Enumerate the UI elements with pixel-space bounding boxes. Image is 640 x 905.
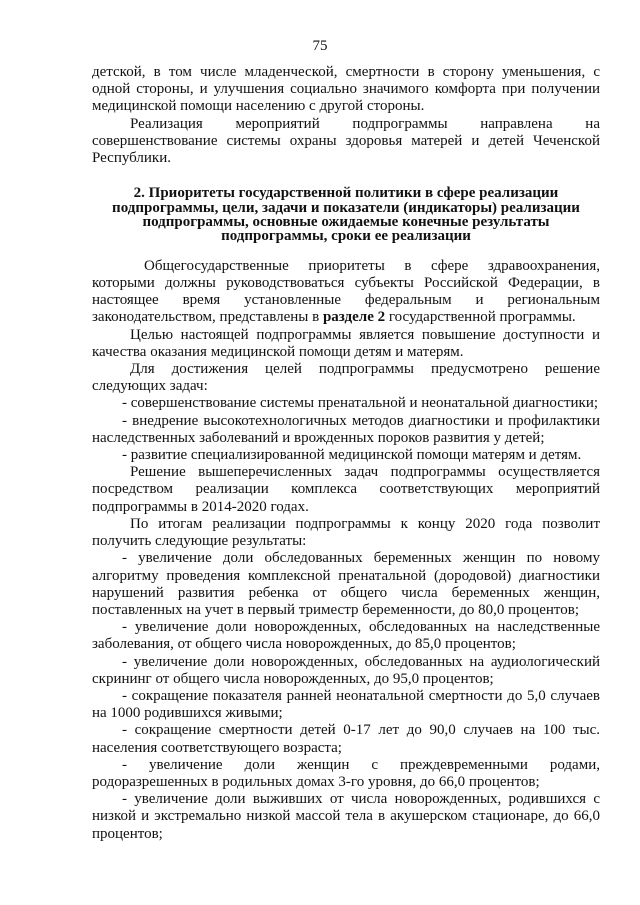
paragraph-priorities (92, 258, 600, 327)
result-item: - увеличение доли выживших от числа новорожденных, родившихся с низкой и экстремально низкой массой тела в акушерском стационаре, до 66,0 процентов; (92, 791, 600, 842)
page-number: 75 (312, 38, 328, 54)
paragraph-solution: Решение вышеперечисленных задач подпрограммы осуществляется посредством реализации комплекса соответствующих мероприятий подпрограммы в 2014-2020 годах. (92, 464, 600, 515)
result-item: - увеличение доли новорожденных, обследованных на аудиологический скрининг от общего числа новорожденных, до 95,0 процентов; (92, 653, 600, 687)
task-item: - развитие специализированной медицинской помощи матерям и детям. (122, 447, 582, 464)
result-item: - увеличение доли обследованных беременных женщин по новому алгоритму проведения комплексной пренатальной (дородовой) диагностики нарушений развития ребенка от общего числа беременных женщин, поставленных на учет в первый триместр беременности, до 80,0 процентов; (92, 550, 600, 618)
result-item: - сокращение показателя ранней неонатальной смертности до 5,0 случаев на 1000 родившихся живыми; (92, 687, 600, 722)
result-item: - увеличение доли женщин с преждевременными родами, родоразрешенных в родильных домах 3-го уровня, до 66,0 процентов; (92, 756, 600, 790)
result-item: - сокращение смертности детей 0-17 лет до 90,0 случаев на 100 тыс. населения соответствующего возраста; (92, 722, 600, 756)
result-item: - увеличение доли новорожденных, обследованных на наследственные заболевания, от общего числа новорожденных, до 85,0 процентов; (92, 619, 600, 653)
section-heading: 2. Приоритеты государственной политики в сфере реализации подпрограммы, цели, задачи и показатели (индикаторы) реализации подпрограммы, основные ожидаемые конечные результаты подпрограммы, сроки ее реализации (112, 185, 580, 245)
document-body (92, 64, 600, 843)
priorities-text-end: государственной программы. (385, 309, 576, 326)
paragraph: Реализация мероприятий подпрограммы направлена на совершенствование системы охраны здоровья матерей и детей Чеченской Республики. (92, 115, 600, 167)
paragraph: детской, в том числе младенческой, смертности в сторону уменьшения, с одной стороны, и улучшения социально значимого комфорта при получении медицинской помощи населению с другой стороны. (92, 64, 600, 115)
paragraph-tasks-intro: Для достижения целей подпрограммы предусмотрено решение следующих задач: (92, 361, 600, 395)
priorities-text: Общегосударственные приоритеты в сфере здравоохранения, которыми должны руководствоваться субъекты Российской Федерации, в настоящее время установленные федеральным и региональным законодательством, представлены в (92, 257, 600, 326)
paragraph-results-intro: По итогам реализации подпрограммы к концу 2020 года позволит получить следующие результаты: (92, 515, 600, 550)
paragraph-goal: Целью настоящей подпрограммы является повышение доступности и качества оказания медицинской помощи детям и матерям. (92, 326, 600, 360)
task-item: - внедрение высокотехнологичных методов диагностики и профилактики наследственных заболеваний и врожденных пороков развития у детей; (92, 412, 600, 446)
task-item: - совершенствование системы пренатальной и неонатальной диагностики; (122, 395, 599, 412)
section-reference: разделе 2 (322, 309, 386, 326)
